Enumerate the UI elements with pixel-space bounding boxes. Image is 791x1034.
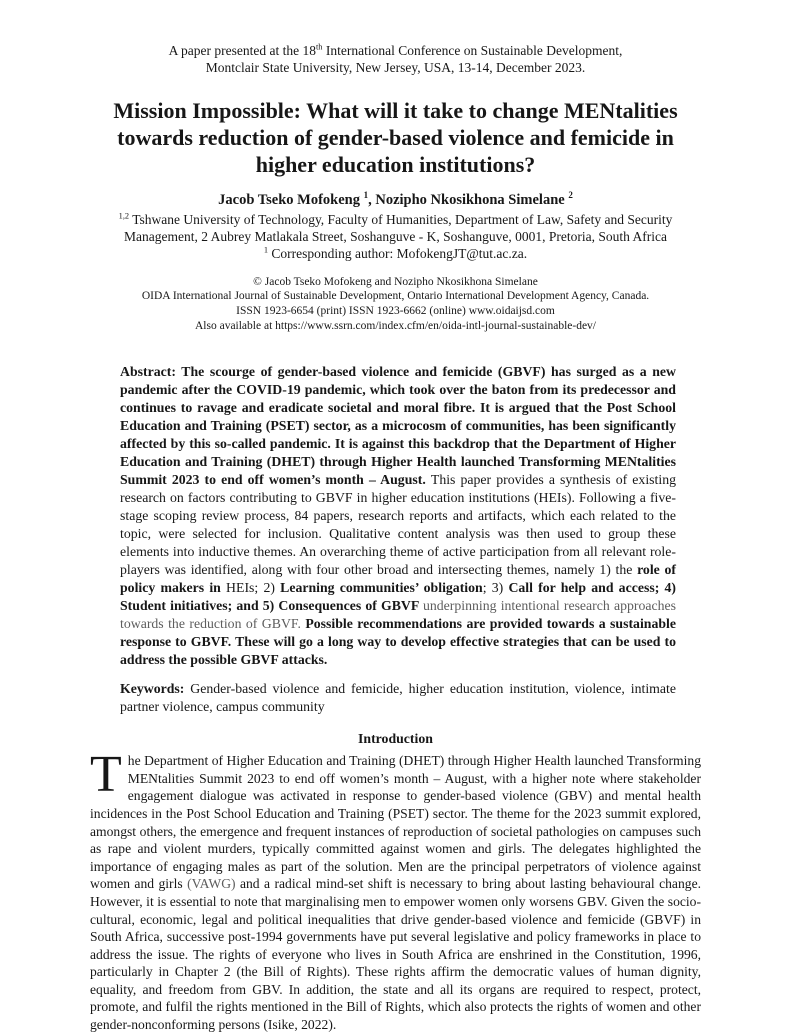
conference-note xyxy=(90,42,701,77)
author-name-2: Nozipho Nkosikhona Simelane xyxy=(375,192,569,209)
authors-line xyxy=(90,192,701,209)
author-name-1: Jacob Tseko Mofokeng xyxy=(218,192,364,209)
introduction-heading: Introduction xyxy=(358,731,433,747)
abstract-paragraph: Abstract: The scourge of gender-based violence and femicide (GBVF) has surged as a new pandemic after the COVID-19 pandemic, which took over the baton from its predecessor and continues to ravage and eradicate societal and moral fibre. It is argued that the Post School Education and Training (PSET) sector, as a microcosm of communities, has been significantly affected by this so-called pandemic. It is against this backdrop that the Department of Higher Education and Training (DHET) through Higher Health launched Transforming MENtalities Summit 2023 to end off women’s month – August. This paper provides a synthesis of existing research on factors contributing to GBVF in higher education institutions (HEIs). Following a five-stage scoping review process, 84 papers, research reports and artifacts, which each related to the topic, were selected for inclusion. Qualitative content analysis was then used to group these elements into inductive themes. An overarching theme of active participation from all relevant role-players was identified, along with four other broad and intersecting themes, namely 1) the role of policy makers in HEIs; 2) Learning communities’ obligation; 3) Call for help and access; 4) Student initiatives; and 5) Consequences of GBVF underpinning intentional research approaches towards the reduction of GBVF. Possible recommendations are provided towards a sustainable response to GBVF. These will go a long way to develop effective strategies that can be used to address the possible GBVF attacks. xyxy=(120,364,677,668)
drop-cap: T xyxy=(90,746,122,804)
availability-line: Also available at https://www.ssrn.com/index.cfm/en/oida-intl-journal-sustainable-dev/ xyxy=(194,319,597,332)
affiliation-superscript: 1,2 xyxy=(118,211,130,221)
journal-imprint xyxy=(90,275,701,333)
keywords-label: Keywords: xyxy=(120,681,191,697)
affiliation: $^{1,2}$ Tshwane University of Technology, Faculty of Humanities, Department of Law, Safety and Security Management, 2 Aubrey Matlakala Street, Soshanguve - K, Soshanguve, 0001, Pretoria, South Africa xyxy=(118,211,673,245)
copyright-line: © Jacob Tseko Mofokeng and Nozipho Nkosikhona Simelane xyxy=(253,275,538,288)
issn-line: ISSN 1923-6654 (print) ISSN 1923-6662 (online) www.oidaijsd.com xyxy=(236,304,555,317)
keywords-text: Gender-based violence and femicide, higher education institution, violence, intimate partner violence, campus community xyxy=(120,681,676,715)
author-superscript-2: 2 xyxy=(568,190,573,201)
author-separator: , xyxy=(368,192,376,209)
conference-note-line2: Montclair State University, New Jersey, USA, 13-14, December 2023. xyxy=(205,60,586,76)
corresponding-superscript: 1 xyxy=(263,245,269,255)
conference-note-line1: A paper presented at the 18th International Conference on Sustainable Development, xyxy=(168,42,623,58)
introduction-text: he Department of Higher Education and Training (DHET) through Higher Health launched Transforming MENtalities Summit 2023 to end off women’s month – August, with a higher note where stakeholder engagement dialogue was activated in response to gender-based violence (GBV) and mental health incidences in the Post School Education and Training (PSET) sector. The theme for the 2023 summit explored, amongst others, the emergence and frequent instances of reproduction of societal pathologies on campuses such as rape and violent murders, typically committed against women and girls. The delegates highlighted the importance of engaging males as part of the solution. Men are the principal perpetrators of violence against women and girls (VAWG) and a radical mind-set shift is necessary to bring about lasting behavioural change. However, it is essential to note that marginalising men to empower women only worsens GBV. Given the socio-cultural, economic, legal and political inequalities that drive gender-based violence and femicide (GBVF) in South Africa, successive post-1994 governments have put several legislative and policy frameworks in place to address the issue. The rights of everyone who lives in South Africa are enshrined in the Constitution, 1996, particularly in Chapter 2 (the Bill of Rights). These rights affirm the democratic values of human dignity, equality, and freedom from GBV. In addition, the state and all its organs are required to respect, protect, promote, and fulfil the rights mentioned in the Bill of Rights, which also protects the rights of women and other gender-nonconforming persons (Isike, 2022). xyxy=(90,753,701,1033)
journal-line: OIDA International Journal of Sustainable Development, Ontario International Development Agency, Canada. xyxy=(141,290,650,303)
keywords-paragraph xyxy=(120,680,676,716)
ordinal-superscript: th xyxy=(315,42,323,52)
page-title: Mission Impossible: What will it take to change MENtalities towards reduction of gender-based violence and femicide in higher education institutions? xyxy=(113,97,678,178)
corresponding-author: $^1$ Corresponding author: MofokengJT@tut.ac.za. xyxy=(263,245,528,261)
author-superscript-1: 1 xyxy=(363,190,369,201)
introduction-paragraph xyxy=(90,746,701,1034)
